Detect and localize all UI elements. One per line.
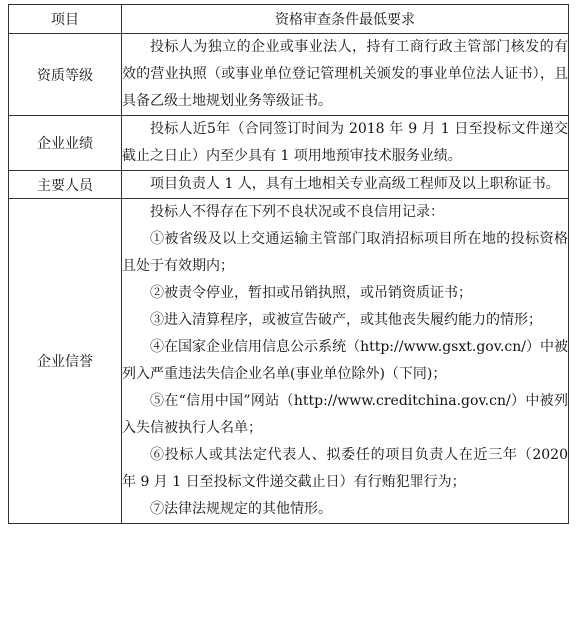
table-header-row [9, 5, 569, 34]
requirement-intro: 投标人不得存在下列不良状况或不良信用记录： [150, 204, 444, 220]
header-requirements: 资格审查条件最低要求 [122, 5, 569, 34]
row-category: 企业信誉 [9, 199, 122, 524]
row-content [122, 116, 569, 171]
row-category: 资质等级 [9, 34, 122, 116]
row-content [122, 199, 569, 524]
requirement-item: ⑦法律法规规定的其他情形。 [150, 501, 332, 517]
qualification-table [8, 4, 569, 524]
row-category: 主要人员 [9, 171, 122, 199]
requirement-item: ④在国家企业信用信息公示系统（http://www.gsxt.gov.cn/）中被列入严重违法失信企业名单(事业单位除外)（下同)； [122, 339, 568, 382]
table-row [9, 199, 569, 524]
table-row [9, 116, 569, 171]
row-content [122, 171, 569, 199]
row-content [122, 34, 569, 116]
requirement-item: ③进入清算程序，或被宣告破产，或其他丧失履约能力的情形； [150, 312, 542, 328]
table-row [9, 34, 569, 116]
requirement-item: ⑥投标人或其法定代表人、拟委任的项目负责人在近三年（2020 年 9 月 1 日至投标文件递交截止日）有行贿犯罪行为； [122, 447, 568, 490]
requirement-text: 投标人为独立的企业或事业法人，持有工商行政主管部门核发的有效的营业执照（或事业单位登记管理机关颁发的事业单位法人证书），且具备乙级土地规划业务等级证书。 [122, 39, 568, 109]
requirement-item: ②被责令停业，暂扣或吊销执照，或吊销资质证书； [150, 285, 472, 301]
requirement-text: 项目负责人 1 人，具有土地相关专业高级工程师及以上职称证书。 [150, 176, 560, 192]
requirement-item: ①被省级及以上交通运输主管部门取消招标项目所在地的投标资格且处于有效期内； [122, 231, 568, 274]
requirement-item: ⑤在“信用中国”网站（http://www.creditchina.gov.cn/）中被列入失信被执行人名单； [122, 393, 568, 436]
table-row [9, 171, 569, 199]
header-item: 项目 [9, 5, 122, 34]
requirement-text: 投标人近5年（合同签订时间为 2018 年 9 月 1 日至投标文件递交截止之日止）内至少具有 1 项用地预审技术服务业绩。 [122, 121, 568, 164]
row-category: 企业业绩 [9, 116, 122, 171]
